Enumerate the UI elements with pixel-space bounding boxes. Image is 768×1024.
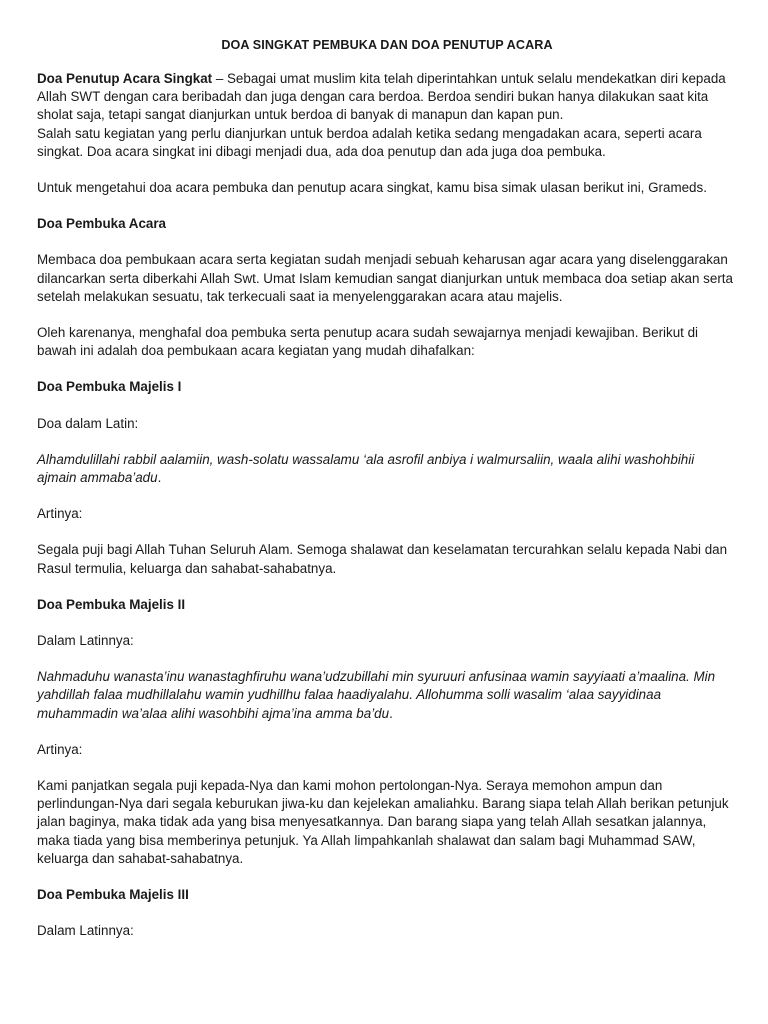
- latin-label-2: Dalam Latinnya:: [37, 633, 134, 649]
- heading-majelis-3: Doa Pembuka Majelis III: [37, 887, 189, 903]
- latin-italic-1: Alhamdulillahi rabbil aalamiin, wash-solatu wassalamu ‘ala asrofil anbiya i walmursaliin, waala alihi washohbihii ajmain ammaba’adu: [37, 451, 695, 486]
- latin-end-2: .: [389, 705, 393, 721]
- latin-text-1: [37, 451, 737, 487]
- intro-paragraph: [37, 70, 737, 161]
- document-title: DOA SINGKAT PEMBUKA DAN DOA PENUTUP ACARA: [221, 38, 553, 52]
- arti-label-2: Artinya:: [37, 741, 83, 757]
- intro-line-2: Salah satu kegiatan yang perlu dianjurkan untuk berdoa adalah ketika sedang mengadakan acara, seperti acara singkat. Doa acara singkat ini dibagi menjadi dua, ada doa penutup dan ada juga doa pembuka.: [37, 125, 702, 159]
- intro-lead: Doa Penutup Acara Singkat: [37, 71, 213, 86]
- latin-end-1: .: [157, 470, 162, 486]
- intro-line-1: [37, 70, 737, 125]
- latin-label-3: Dalam Latinnya:: [37, 923, 134, 939]
- paragraph-know: Untuk mengetahui doa acara pembuka dan penutup acara singkat, kamu bisa simak ulasan berikut ini, Grameds.: [37, 180, 707, 196]
- paragraph-oleh: Oleh karenanya, menghafal doa pembuka serta penutup acara sudah sewajarnya menjadi kewajiban. Berikut di bawah ini adalah doa pembukaan acara kegiatan yang mudah dihafalkan:: [37, 325, 699, 359]
- latin-italic-2: Nahmaduhu wanasta’inu wanastaghfiruhu wana’udzubillahi min syuruuri anfusinaa wamin sayyiaati a’maalina. Min yahdillah falaa mudhillalahu wamin yudhillhu falaa haadiyalahu. Allohumma solli wasalim ‘alaa sayyidinaa muhammadin wa’alaa alihi wasohbihi ajma’ina amma ba’du: [37, 669, 716, 721]
- latin-label-1: Doa dalam Latin:: [37, 415, 139, 431]
- document-page: [37, 36, 737, 959]
- heading-majelis-1: Doa Pembuka Majelis I: [37, 379, 182, 395]
- arti-text-1: Segala puji bagi Allah Tuhan Seluruh Alam. Semoga shalawat dan keselamatan tercurahkan selalu kepada Nabi dan Rasul termulia, keluarga dan sahabat-sahabatnya.: [37, 542, 728, 576]
- paragraph-membaca: Membaca doa pembukaan acara serta kegiatan sudah menjadi sebuah keharusan agar acara yang diselenggarakan dilancarkan serta diberkahi Allah Swt. Umat Islam kemudian sangat dianjurkan untuk membaca doa setiap akan serta setelah melakukan sesuatu, tak terkecuali saat ia menyelenggarakan acara atau majelis.: [37, 252, 733, 304]
- arti-text-2: Kami panjatkan segala puji kepada-Nya dan kami mohon pertolongan-Nya. Seraya memohon ampun dan perlindungan-Nya dari segala keburukan jiwa-ku dan kejelekan amaliahku. Barang siapa telah Allah berikan petunjuk jalan baginya, maka tidak ada yang bisa menyesatkannya. Dan barang siapa yang telah Allah sesatkan jalannya, maka tiada yang bisa memberinya petunjuk. Ya Allah limpahkanlah shalawat dan salam bagi Muhammad SAW, keluarga dan sahabat-sahabatnya.: [37, 778, 729, 866]
- heading-doa-pembuka: Doa Pembuka Acara: [37, 216, 167, 232]
- intro-text: – Sebagai umat muslim kita telah diperintahkan untuk selalu mendekatkan diri kepada Allah SWT dengan cara beribadah dan juga dengan cara berdoa. Berdoa sendiri bukan hanya dilakukan saat kita sholat saja, tetapi sangat dianjurkan untuk berdoa di banyak di manapun dan kapan pun.: [37, 71, 726, 123]
- latin-text-2: [37, 668, 737, 723]
- heading-majelis-2: Doa Pembuka Majelis II: [37, 596, 186, 612]
- arti-label-1: Artinya:: [37, 506, 83, 522]
